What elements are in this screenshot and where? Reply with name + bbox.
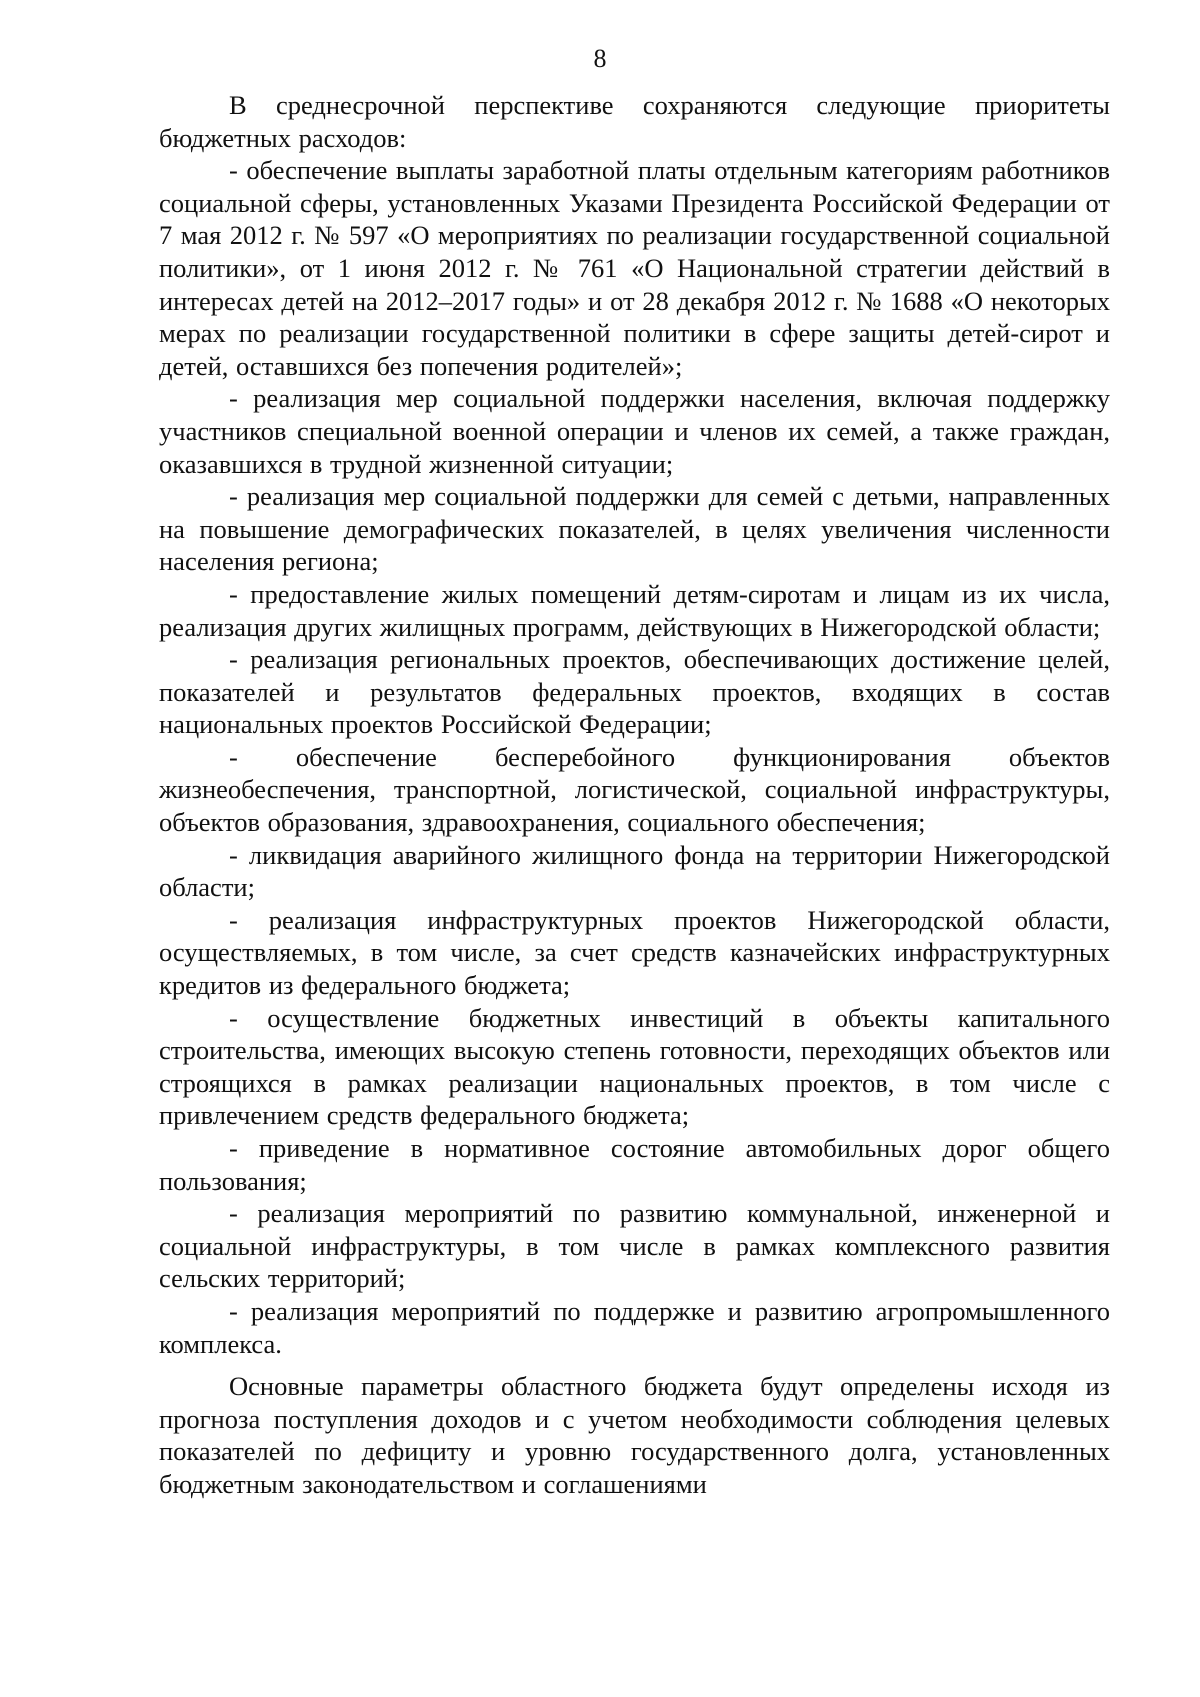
priority-item-10: - приведение в нормативное состояние автомобильных дорог общего пользования; [159,1133,1110,1196]
page-number: 8 [593,44,607,73]
priority-item-6: - обеспечение бесперебойного функционирования объектов жизнеобеспечения, транспортной, логистической, социальной инфраструктуры, объектов образования, здравоохранения, социального обеспечения; [159,741,1110,838]
priority-item-4: - предоставление жилых помещений детям-сиротам и лицам из их числа, реализация других жилищных программ, действующих в Нижегородской области; [159,578,1110,642]
priority-item-1: - обеспечение выплаты заработной платы отдельным категориям работников социальной сферы, установленных Указами Президента Российской Федерации от 7 мая 2012 г. № 597 «О мероприятиях по реализации государственной социальной политики», от 1 июня 2012 г. № 761 «О Национальной стратегии действий в интересах детей на 2012–2017 годы» и от 28 декабря 2012 г. № 1688 «О некоторых мерах по реализации государственной политики в сфере защиты детей-сирот и детей, оставшихся без попечения родителей»; [159,155,1110,381]
priority-item-2: - реализация мер социальной поддержки населения, включая поддержку участников специальной военной операции и членов их семей, а также граждан, оказавшихся в трудной жизненной ситуации; [159,383,1110,479]
priority-item-12: - реализация мероприятий по поддержке и развитию агропромышленного комплекса. [159,1295,1110,1359]
priority-item-3: - реализация мер социальной поддержки для семей с детьми, направленных на повышение демографических показателей, в целях увеличения численности населения региона; [159,481,1110,577]
priority-item-11: - реализация мероприятий по развитию коммунальной, инженерной и социальной инфраструктуры, в том числе в рамках комплексного развития сельских территорий; [159,1198,1110,1294]
document-body [159,89,1110,1501]
final-paragraph: Основные параметры областного бюджета будут определены исходя из прогноза поступления доходов и с учетом необходимости соблюдения целевых показателей по дефициту и уровню государственного долга, установленных бюджетным законодательством и соглашениями [159,1371,1110,1499]
intro-paragraph: В среднесрочной перспективе сохраняются следующие приоритеты бюджетных расходов: [159,90,1110,153]
priority-item-5: - реализация региональных проектов, обеспечивающих достижение целей, показателей и результатов федеральных проектов, входящих в состав национальных проектов Российской Федерации; [159,644,1110,740]
priority-item-7: - ликвидация аварийного жилищного фонда на территории Нижегородской области; [159,839,1110,903]
priority-item-8: - реализация инфраструктурных проектов Нижегородской области, осуществляемых, в том числе, за счет средств казначейских инфраструктурных кредитов из федерального бюджета; [159,904,1110,1001]
priority-item-9: - осуществление бюджетных инвестиций в объекты капитального строительства, имеющих высокую степень готовности, переходящих объектов или строящихся в рамках реализации национальных проектов, в том числе с привлечением средств федерального бюджета; [159,1002,1110,1131]
